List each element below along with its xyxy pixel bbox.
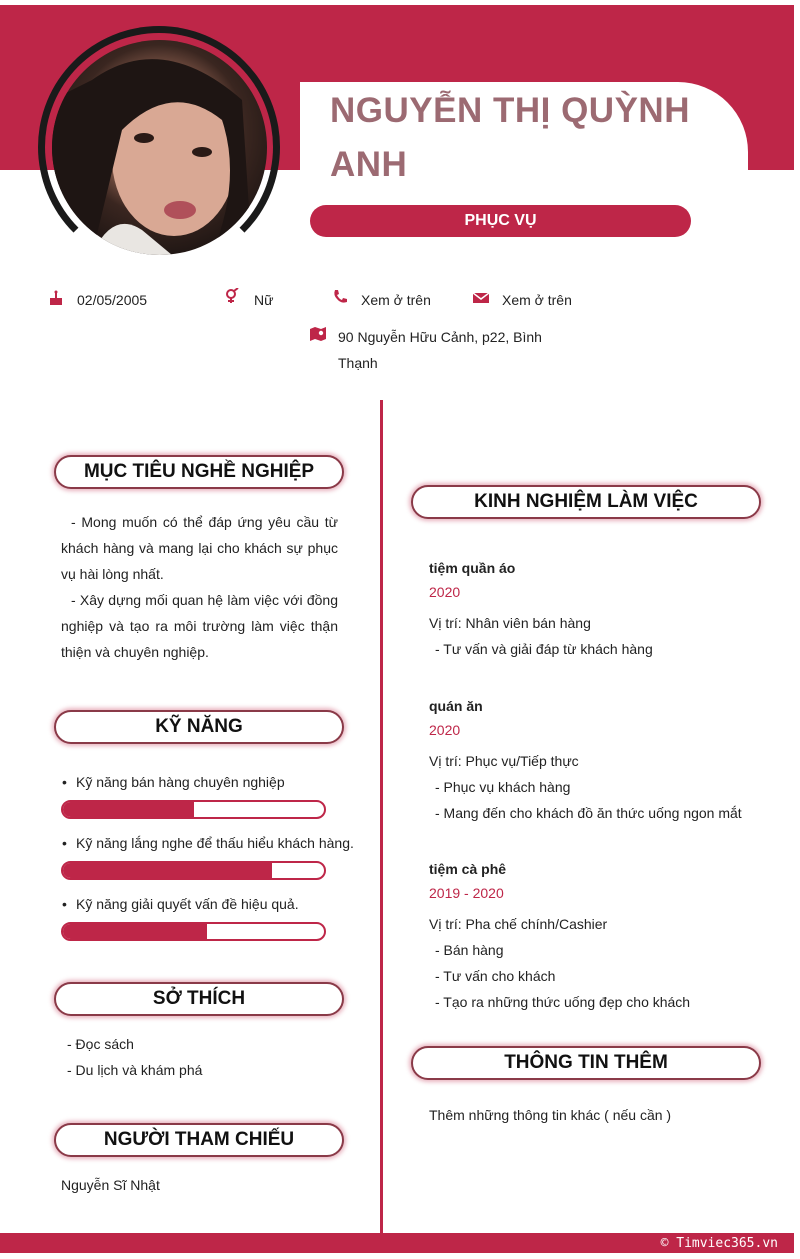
- skill-bullet: •: [62, 774, 67, 790]
- skill-bar: [61, 922, 326, 941]
- job-position: Vị trí: Pha chế chính/Cashier: [429, 916, 608, 932]
- job-task: - Tư vấn và giải đáp từ khách hàng: [435, 641, 653, 657]
- gender-text: Nữ: [254, 292, 274, 308]
- skill-bullet: •: [62, 835, 67, 851]
- email-text[interactable]: Xem ở trên: [502, 292, 572, 308]
- skill-bar-fill: [63, 802, 194, 817]
- skill-label: Kỹ năng giải quyết vấn đề hiệu quả.: [76, 896, 299, 912]
- section-heading-experience: KINH NGHIỆM LÀM VIỆC: [411, 485, 761, 519]
- candidate-name: NGUYỄN THỊ QUỲNH ANH: [330, 91, 690, 184]
- job-task: - Bán hàng: [435, 942, 504, 958]
- job-task: - Tạo ra những thức uống đẹp cho khách: [435, 994, 691, 1010]
- job-company: tiệm quần áo: [429, 560, 516, 576]
- gender-icon: [225, 288, 239, 309]
- job-period: 2019 - 2020: [429, 885, 504, 901]
- phone-icon: [333, 289, 348, 309]
- birthday-text: 02/05/2005: [77, 292, 148, 308]
- job-company: quán ăn: [429, 698, 483, 714]
- skill-bullet: •: [62, 896, 67, 912]
- job-task: - Phục vụ khách hàng: [435, 779, 571, 795]
- job-title-badge: PHỤC VỤ: [310, 205, 691, 237]
- section-heading-references: NGƯỜI THAM CHIẾU: [54, 1123, 344, 1157]
- job-company: tiệm cà phê: [429, 861, 507, 877]
- skill-label: Kỹ năng lắng nghe để thấu hiểu khách hàng.: [76, 835, 354, 851]
- reference-name: Nguyễn Sĩ Nhật: [61, 1177, 160, 1193]
- map-icon: [310, 326, 326, 347]
- job-task: - Tư vấn cho khách: [435, 968, 556, 984]
- objective-item: - Mong muốn có thể đáp ứng yêu cầu từ khách hàng và mang lại cho khách sự phục vụ hài lòng nhất.: [61, 514, 338, 582]
- section-heading-extra: THÔNG TIN THÊM: [411, 1046, 761, 1080]
- job-position: Vị trí: Phục vụ/Tiếp thực: [429, 753, 579, 769]
- phone-text[interactable]: Xem ở trên: [361, 292, 431, 308]
- objective-item: - Xây dựng mối quan hệ làm việc với đồng nghiệp và tạo ra môi trường làm việc thận thiện và chuyên nghiệp.: [61, 592, 338, 660]
- skill-bar: [61, 861, 326, 880]
- cake-icon: [49, 290, 63, 311]
- column-divider: [380, 400, 383, 1233]
- mail-icon: [473, 291, 489, 309]
- skill-bar: [61, 800, 326, 819]
- job-period: 2020: [429, 722, 461, 738]
- section-heading-skills: KỸ NĂNG: [54, 710, 344, 744]
- address-text: 90 Nguyễn Hữu Cảnh, p22, Bình Thạnh: [338, 329, 542, 371]
- hobby-item: - Đọc sách: [67, 1036, 134, 1052]
- footer-watermark[interactable]: © Timviec365.vn: [660, 1236, 778, 1251]
- avatar: [52, 40, 267, 255]
- section-heading-hobbies: SỞ THÍCH: [54, 982, 344, 1016]
- skill-bar-fill: [63, 863, 272, 878]
- skill-bar-fill: [63, 924, 207, 939]
- avatar-photo: [52, 40, 267, 255]
- job-period: 2020: [429, 584, 461, 600]
- job-task: - Mang đến cho khách đồ ăn thức uống ngon mắt: [435, 805, 742, 821]
- section-heading-objective: MỤC TIÊU NGHỀ NGHIỆP: [54, 455, 344, 489]
- extra-info-text: Thêm những thông tin khác ( nếu cần ): [429, 1107, 672, 1123]
- skill-label: Kỹ năng bán hàng chuyên nghiệp: [76, 774, 285, 790]
- job-position: Vị trí: Nhân viên bán hàng: [429, 615, 591, 631]
- hobby-item: - Du lịch và khám phá: [67, 1062, 203, 1078]
